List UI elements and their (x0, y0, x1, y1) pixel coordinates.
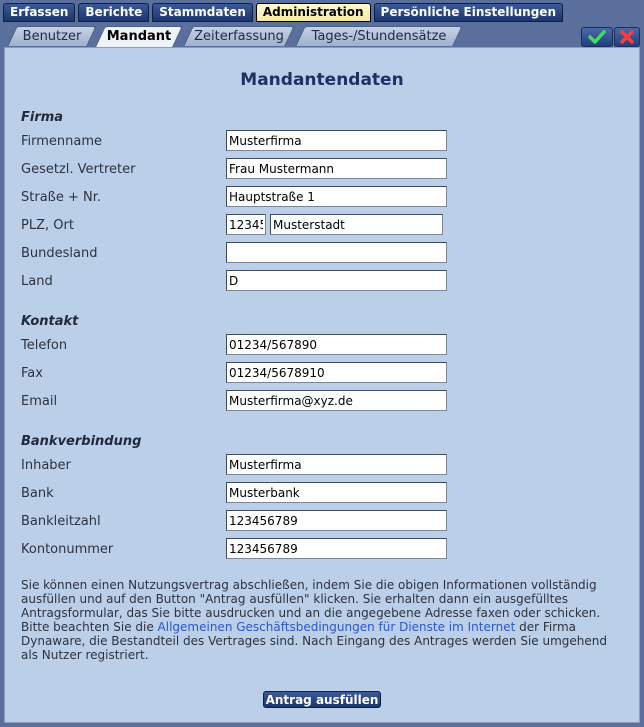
page-title: Mandantendaten (240, 70, 404, 90)
label-land: Land (21, 274, 53, 289)
plz-input[interactable] (226, 214, 266, 235)
label-email: Email (21, 394, 58, 409)
telefon-input[interactable] (226, 334, 447, 355)
info-text-after: der Firma Dynaware, die Bestandteil des Vertrages sind. Nach Eingang des Antrages werden Sie umgehend als Nutzer registriert. (21, 620, 607, 662)
tab-label: Tages-/Stundensätze (311, 29, 447, 44)
menu-berichte[interactable]: Berichte (78, 3, 149, 22)
label-kontonummer: Kontonummer (21, 542, 114, 557)
inhaber-input[interactable] (226, 454, 447, 475)
label-telefon: Telefon (21, 338, 68, 353)
agb-link[interactable]: Allgemeinen Geschäftsbedingungen für Dienste im Internet (157, 620, 516, 634)
main-menu (3, 3, 563, 21)
gesetzl-vertreter-input[interactable] (226, 158, 447, 179)
label-plz-ort: PLZ, Ort (21, 218, 74, 233)
kontonummer-input[interactable] (226, 538, 447, 559)
label-firmenname: Firmenname (21, 134, 103, 149)
info-text-before: Sie können einen Nutzungsvertrag abschließen, indem Sie die obigen Informationen vollständig ausfüllen und auf den Button "Antrag ausfüllen" klicken. Sie erhalten dann ein ausgefülltes Antragsformular, das Sie bitte ausdrucken und an die angegebene Adresse faxen oder schicken. Bitte beachten Sie die (21, 578, 601, 634)
firmenname-input[interactable] (226, 130, 447, 151)
close-icon (615, 28, 639, 46)
label-bank: Bank (21, 486, 54, 501)
menu-erfassen[interactable]: Erfassen (3, 3, 75, 22)
close-button[interactable] (614, 27, 640, 47)
content-panel (4, 47, 640, 723)
tab-label: Mandant (106, 29, 172, 44)
label-bundesland: Bundesland (21, 246, 98, 261)
section-title-kontakt: Kontakt (21, 314, 79, 329)
checkmark-icon (582, 28, 612, 46)
save-button[interactable] (581, 27, 613, 47)
tab-mandant[interactable] (100, 26, 178, 47)
bank-input[interactable] (226, 482, 447, 503)
tab-label: Zeiterfassung (194, 29, 284, 44)
section-title-bankverbindung: Bankverbindung (21, 434, 142, 449)
info-text (21, 578, 625, 662)
tab-zeiterfassung[interactable] (188, 26, 290, 46)
menu-persoenliche-einstellungen[interactable]: Persönliche Einstellungen (374, 3, 563, 22)
tab-tages-stundensaetze[interactable] (300, 26, 458, 46)
label-fax: Fax (21, 366, 43, 381)
menu-stammdaten[interactable]: Stammdaten (152, 3, 253, 22)
section-title-firma: Firma (21, 110, 64, 125)
land-input[interactable] (226, 270, 447, 291)
strasse-input[interactable] (226, 186, 447, 207)
label-bankleitzahl: Bankleitzahl (21, 514, 101, 529)
antrag-ausfuellen-button[interactable]: Antrag ausfüllen (263, 691, 381, 708)
label-strasse: Straße + Nr. (21, 190, 102, 205)
fax-input[interactable] (226, 362, 447, 383)
label-inhaber: Inhaber (21, 458, 71, 473)
email-input[interactable] (226, 390, 447, 411)
label-gesetzl-vertreter: Gesetzl. Vertreter (21, 162, 136, 177)
bankleitzahl-input[interactable] (226, 510, 447, 531)
ort-input[interactable] (270, 214, 443, 235)
tab-benutzer[interactable] (12, 26, 92, 46)
menu-administration[interactable]: Administration (256, 3, 371, 22)
tab-label: Benutzer (22, 29, 82, 44)
bundesland-input[interactable] (226, 242, 447, 263)
sub-tab-bar (0, 23, 644, 47)
